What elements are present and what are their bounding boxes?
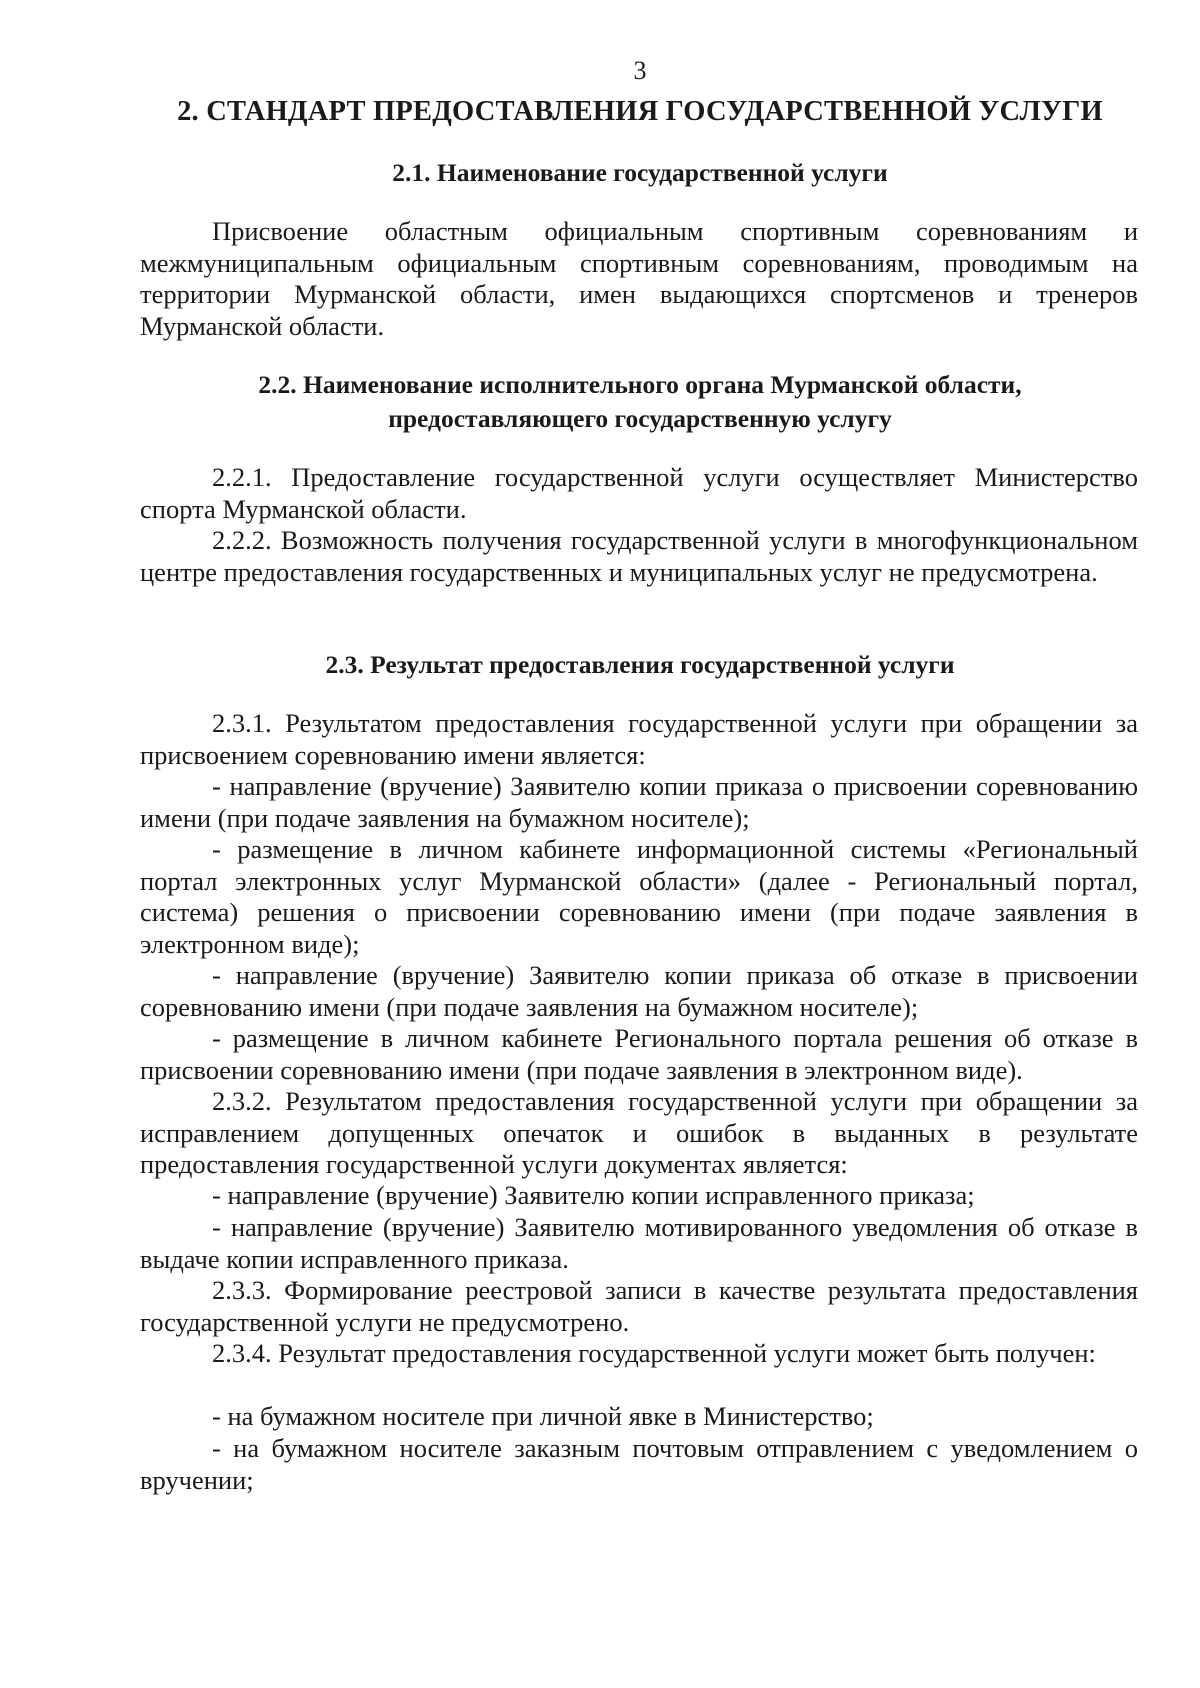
page-number: 3 — [633, 56, 647, 85]
paragraph-2-3-1: 2.3.1. Результатом предоставления государственной услуги при обращении за присвоением соревнованию имени является: — [140, 708, 1138, 770]
subsection-2-3-heading: 2.3. Результат предоставления государственной услуги — [325, 650, 955, 679]
result-item-order-paper: - направление (вручение) Заявителю копии приказа о присвоении соревнованию имени (при подаче заявления на бумажном носителе); — [140, 771, 1138, 833]
delivery-item-personal: - на бумажном носителе при личной явке в Министерство; — [212, 1401, 874, 1431]
subsection-2-2-heading-line2: предоставляющего государственную услугу — [388, 404, 892, 433]
result-item-corrected-order: - направление (вручение) Заявителю копии исправленного приказа; — [212, 1180, 975, 1210]
subsection-2-2-heading-line1: 2.2. Наименование исполнительного органа Мурманской области, — [258, 370, 1022, 399]
paragraph-2-3-2: 2.3.2. Результатом предоставления государственной услуги при обращении за исправлением допущенных опечаток и ошибок в выданных в результате предоставления государственной услуги документах является: — [140, 1086, 1138, 1179]
result-item-correction-refusal: - направление (вручение) Заявителю мотивированного уведомления об отказе в выдаче копии исправленного приказа. — [140, 1212, 1138, 1274]
section-title: 2. СТАНДАРТ ПРЕДОСТАВЛЕНИЯ ГОСУДАРСТВЕННОЙ УСЛУГИ — [177, 96, 1103, 127]
result-item-refusal-paper: - направление (вручение) Заявителю копии приказа об отказе в присвоении соревнованию имени (при подаче заявления на бумажном носителе); — [140, 960, 1138, 1022]
paragraph-2-2-1: 2.2.1. Предоставление государственной услуги осуществляет Министерство спорта Мурманской области. — [140, 462, 1138, 524]
result-item-portal-decision: - размещение в личном кабинете информационной системы «Региональный портал электронных услуг Мурманской области» (далее - Региональный портал, система) решения о присвоении соревнованию имени (при подаче заявления в электронном виде); — [140, 834, 1138, 959]
subsection-2-1-heading: 2.1. Наименование государственной услуги — [392, 158, 888, 187]
paragraph-2-3-4: 2.3.4. Результат предоставления государственной услуги может быть получен: — [212, 1338, 1096, 1368]
subsection-2-1-text: Присвоение областным официальным спортивным соревнованиям и межмуниципальным официальным спортивным соревнованиям, проводимым на территории Мурманской области, имен выдающихся спортсменов и тренеров Мурманской области. — [140, 216, 1138, 341]
paragraph-2-2-2: 2.2.2. Возможность получения государственной услуги в многофункциональном центре предоставления государственных и муниципальных услуг не предусмотрена. — [140, 525, 1138, 587]
result-item-refusal-portal: - размещение в личном кабинете Регионального портала решения об отказе в присвоении соревнованию имени (при подаче заявления в электронном виде). — [140, 1023, 1138, 1085]
paragraph-2-3-3: 2.3.3. Формирование реестровой записи в качестве результата предоставления государственной услуги не предусмотрено. — [140, 1275, 1138, 1337]
delivery-item-mail: - на бумажном носителе заказным почтовым отправлением с уведомлением о вручении; — [140, 1433, 1138, 1495]
